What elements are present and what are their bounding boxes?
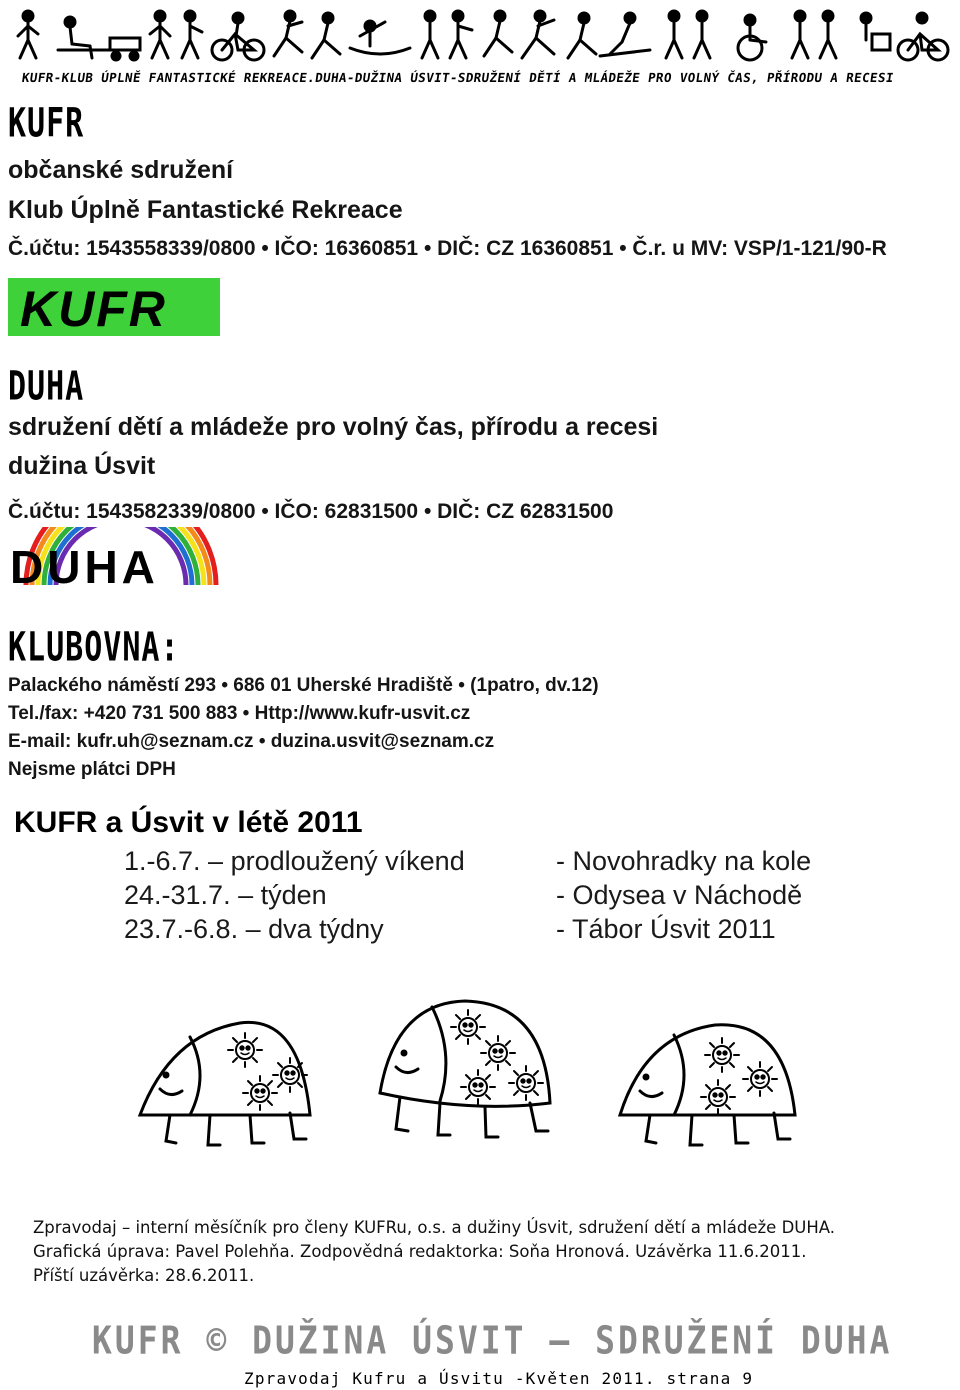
walking-figure-icon — [450, 11, 472, 58]
wheelchair-icon — [738, 15, 766, 60]
duha-registration: Č.účtu: 1543582339/0800 • IČO: 62831500 • DIČ: CZ 62831500 — [8, 500, 614, 523]
event-date: 24.-31.7. – týden — [124, 880, 327, 910]
turtle-icon — [620, 1025, 795, 1145]
kufr-logo-text: KUFR — [20, 281, 167, 337]
event-date: 1.-6.7. – prodloužený víkend — [124, 846, 465, 876]
colophon-line: Grafická úprava: Pavel Polehňa. Zodpovědná redaktorka: Soňa Hronová. Uzávěrka 11.6.2011. — [33, 1242, 807, 1261]
walking-figure-icon — [182, 11, 202, 58]
sitting-figure-icon — [58, 17, 110, 58]
footer-text: Zpravodaj Kufru a Úsvitu -Květen 2011. strana — [244, 1369, 732, 1388]
kufr-org-name: Klub Úplně Fantastické Rekreace — [8, 196, 403, 224]
kufr-registration: Č.účtu: 1543558339/0800 • IČO: 16360851 • DIČ: CZ 16360851 • Č.r. u MV: VSP/1-121/90-R — [8, 237, 887, 260]
walking-figure-icon — [792, 11, 808, 58]
walking-figure-icon — [422, 11, 438, 58]
turtle-icon — [140, 1022, 310, 1145]
cart-icon — [110, 38, 140, 60]
duha-rainbow-logo — [6, 527, 232, 585]
bottom-banner: KUFR © DUŽINA ÚSVIT – SDRUŽENÍ DUHA — [92, 1318, 893, 1363]
canoe-icon — [350, 21, 410, 54]
activity-pictograms — [10, 8, 950, 63]
walking-figure-icon — [666, 11, 682, 58]
colophon-line: Zpravodaj – interní měsíčník pro členy KUFRu, o.s. a dužiny Úsvit, sdružení dětí a mládeže DUHA. — [33, 1218, 836, 1237]
klubovna-phone: Tel./fax: +420 731 500 883 • Http://www.kufr-usvit.cz — [8, 703, 471, 724]
page-footer — [244, 1369, 753, 1388]
event-name: - Odysea v Náchodě — [556, 880, 803, 910]
duha-org-type: sdružení dětí a mládeže pro volný čas, přírodu a recesi — [8, 413, 659, 441]
walking-figure-icon — [18, 11, 38, 58]
runner-icon — [312, 13, 340, 58]
walking-figure-icon — [820, 11, 836, 58]
walking-figure-icon — [694, 11, 710, 58]
runner-icon — [484, 11, 512, 56]
event-name: - Novohradky na kole — [556, 846, 812, 876]
kufr-title: KUFR — [8, 100, 85, 148]
skier-icon — [600, 13, 650, 56]
duha-logo-text: DUHA — [10, 541, 159, 585]
klubovna-vat: Nejsme plátci DPH — [8, 759, 176, 780]
drummer-icon — [861, 13, 890, 50]
klubovna-address: Palackého náměstí 293 • 686 01 Uherské Hradiště • (1patro, dv.12) — [8, 675, 599, 696]
event-name: - Tábor Úsvit 2011 — [556, 914, 776, 944]
page-number: 9 — [742, 1369, 754, 1388]
event-date: 23.7.-6.8. – dva týdny — [124, 914, 384, 944]
kufr-logo — [8, 278, 220, 336]
header-motto: KUFR-KLUB ÚPLNĚ FANTASTICKÉ REKREACE.DUHA-DUŽINA ÚSVIT-SDRUŽENÍ DĚTÍ A MLÁDEŽE PRO VOLNÝ ČAS, PŘÍRODU A RECESI — [20, 70, 895, 85]
duha-title: DUHA — [8, 363, 85, 411]
walking-figure-icon — [150, 11, 170, 58]
runner-icon — [274, 11, 302, 56]
summer-title: KUFR a Úsvit v létě 2011 — [14, 806, 363, 839]
colophon-line: Příští uzávěrka: 28.6.2011. — [33, 1266, 255, 1285]
kufr-org-type: občanské sdružení — [8, 156, 234, 184]
turtle-illustrations — [130, 995, 820, 1160]
klubovna-email: E-mail: kufr.uh@seznam.cz • duzina.usvit@seznam.cz — [8, 731, 495, 752]
runner-icon — [522, 11, 554, 58]
duha-org-name: dužina Úsvit — [8, 452, 156, 480]
klubovna-title: KLUBOVNA: — [8, 624, 180, 672]
bicycle-icon — [898, 13, 948, 60]
bicycle-icon — [212, 13, 264, 60]
runner-icon — [568, 13, 596, 58]
turtle-icon — [380, 1001, 550, 1137]
